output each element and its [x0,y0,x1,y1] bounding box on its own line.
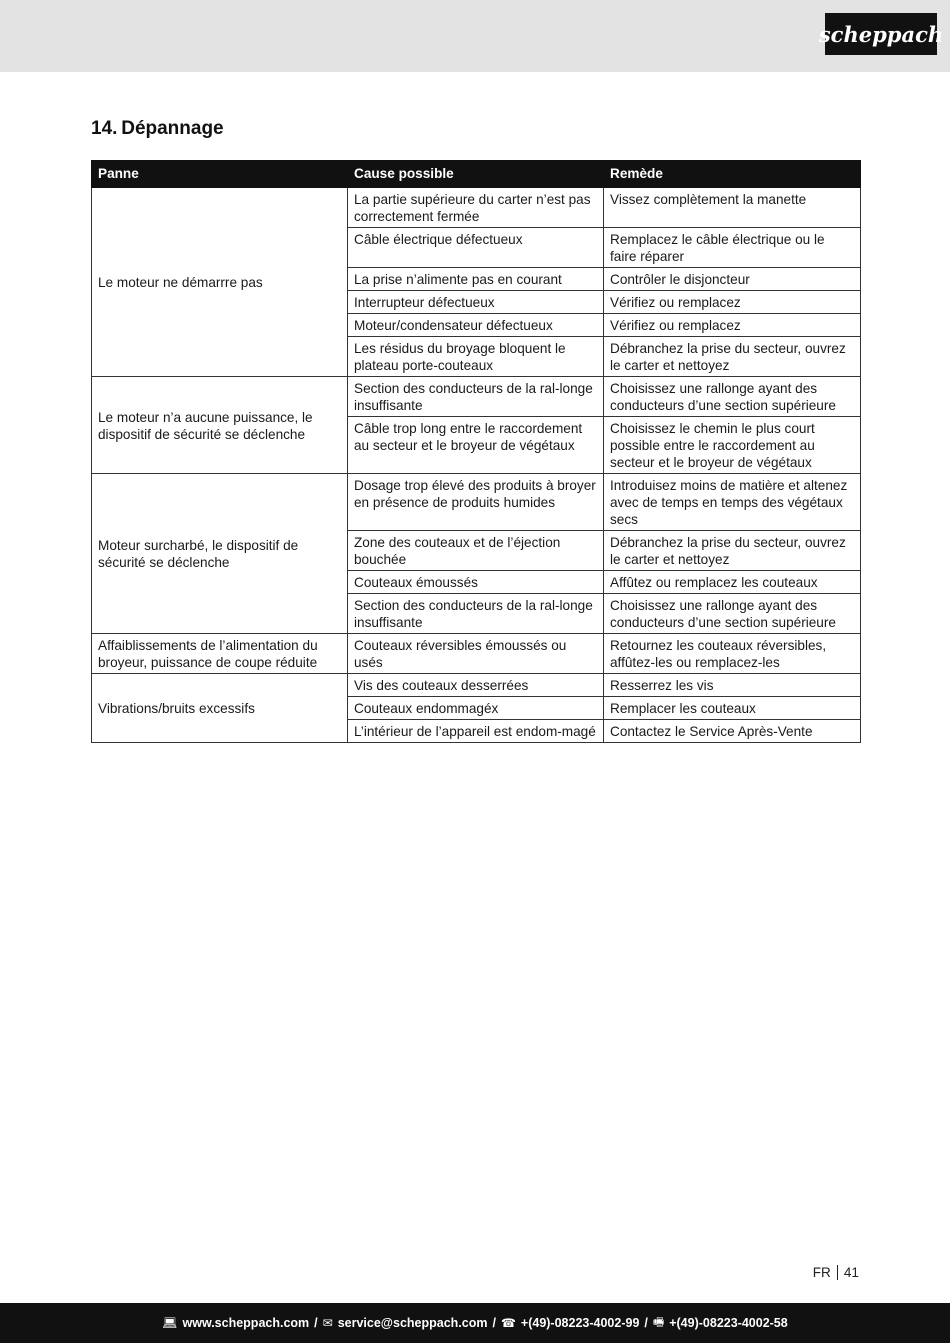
brand-logo-text: scheppach [818,21,944,47]
cause-cell: La prise n’alimente pas en courant [348,268,604,291]
table-row [92,634,861,674]
cause-cell: La partie supérieure du carter n’est pas correctement fermée [348,188,604,228]
footer-separator: / [492,1316,496,1330]
remedy-cell: Contrôler le disjoncteur [604,268,861,291]
section-title: 14. Dépannage [91,118,224,139]
page-language: FR [812,1265,831,1280]
footer-website[interactable]: www.scheppach.com [182,1316,310,1330]
cause-cell: Câble trop long entre le raccordement au secteur et le broyeur de végétaux [348,417,604,474]
table-row [92,474,861,531]
remedy-cell: Vissez complètement la manette [604,188,861,228]
remedy-cell: Retournez les couteaux réversibles, affûtez-les ou remplacez-les [604,634,861,674]
remedy-cell: Resserrez les vis [604,674,861,697]
cause-cell: Moteur/condensateur défectueux [348,314,604,337]
cause-cell: Couteaux réversibles émoussés ou usés [348,634,604,674]
brand-logo [818,13,944,55]
cause-cell: Câble électrique défectueux [348,228,604,268]
remedy-cell: Choisissez une rallonge ayant des conducteurs d’une section supérieure [604,594,861,634]
footer-separator: / [314,1316,318,1330]
table-row [92,188,861,228]
fault-cell: Moteur surcharbé, le dispositif de sécurité se déclenche [92,474,348,634]
remedy-cell: Choisissez le chemin le plus court possible entre le raccordement au secteur et le broyeur de végétaux [604,417,861,474]
remedy-cell: Débranchez la prise du secteur, ouvrez le carter et nettoyez [604,337,861,377]
remedy-cell: Vérifiez ou remplacez [604,291,861,314]
footer-email[interactable]: service@scheppach.com [337,1316,488,1330]
cause-cell: Vis des couteaux desserrées [348,674,604,697]
cause-cell: Section des conducteurs de la ral-longe insuffisante [348,594,604,634]
remedy-cell: Remplacez le câble électrique ou le faire réparer [604,228,861,268]
cause-cell: Dosage trop élevé des produits à broyer en présence de produits humides [348,474,604,531]
footer-fax: +(49)-08223-4002-58 [669,1316,788,1330]
footer-bar [0,1303,950,1343]
troubleshooting-table [91,160,861,743]
header-bar [0,0,950,72]
remedy-cell: Introduisez moins de matière et altenez avec de temps en temps des végétaux secs [604,474,861,531]
fault-cell: Le moteur n’a aucune puissance, le dispositif de sécurité se déclenche [92,377,348,474]
remedy-cell: Affûtez ou remplacez les couteaux [604,571,861,594]
cause-cell: Couteaux endommagéx [348,697,604,720]
table-body [92,188,861,743]
fax-icon: 🖷︎ [652,1314,665,1329]
table-row [92,377,861,417]
telephone-icon: ☎︎ [500,1316,516,1330]
computer-icon: 💻︎ [162,1316,178,1330]
page-number [813,1265,859,1280]
cause-cell: L’intérieur de l’appareil est endom-magé [348,720,604,743]
fault-cell: Affaiblissements de l’alimentation du broyeur, puissance de coupe réduite [92,634,348,674]
fault-cell: Le moteur ne démarrre pas [92,188,348,377]
page-number-divider [837,1265,838,1280]
cause-cell: Couteaux émoussés [348,571,604,594]
remedy-cell: Choisissez une rallonge ayant des conducteurs d’une section supérieure [604,377,861,417]
table-header-row [92,161,861,188]
cause-cell: Zone des couteaux et de l’éjection bouchée [348,531,604,571]
footer-separator: / [644,1316,648,1330]
remedy-cell: Débranchez la prise du secteur, ouvrez le carter et nettoyez [604,531,861,571]
remedy-cell: Contactez le Service Après-Vente [604,720,861,743]
table-row [92,674,861,697]
mail-icon: ✉︎ [322,1316,333,1330]
column-header-cause: Cause possible [348,161,604,188]
remedy-cell: Remplacer les couteaux [604,697,861,720]
column-header-fault: Panne [92,161,348,188]
cause-cell: Les résidus du broyage bloquent le plateau porte-couteaux [348,337,604,377]
fault-cell: Vibrations/bruits excessifs [92,674,348,743]
cause-cell: Interrupteur défectueux [348,291,604,314]
column-header-remedy: Remède [604,161,861,188]
remedy-cell: Vérifiez ou remplacez [604,314,861,337]
page-number-value: 41 [843,1265,859,1280]
cause-cell: Section des conducteurs de la ral-longe insuffisante [348,377,604,417]
footer-phone: +(49)-08223-4002-99 [520,1316,640,1330]
